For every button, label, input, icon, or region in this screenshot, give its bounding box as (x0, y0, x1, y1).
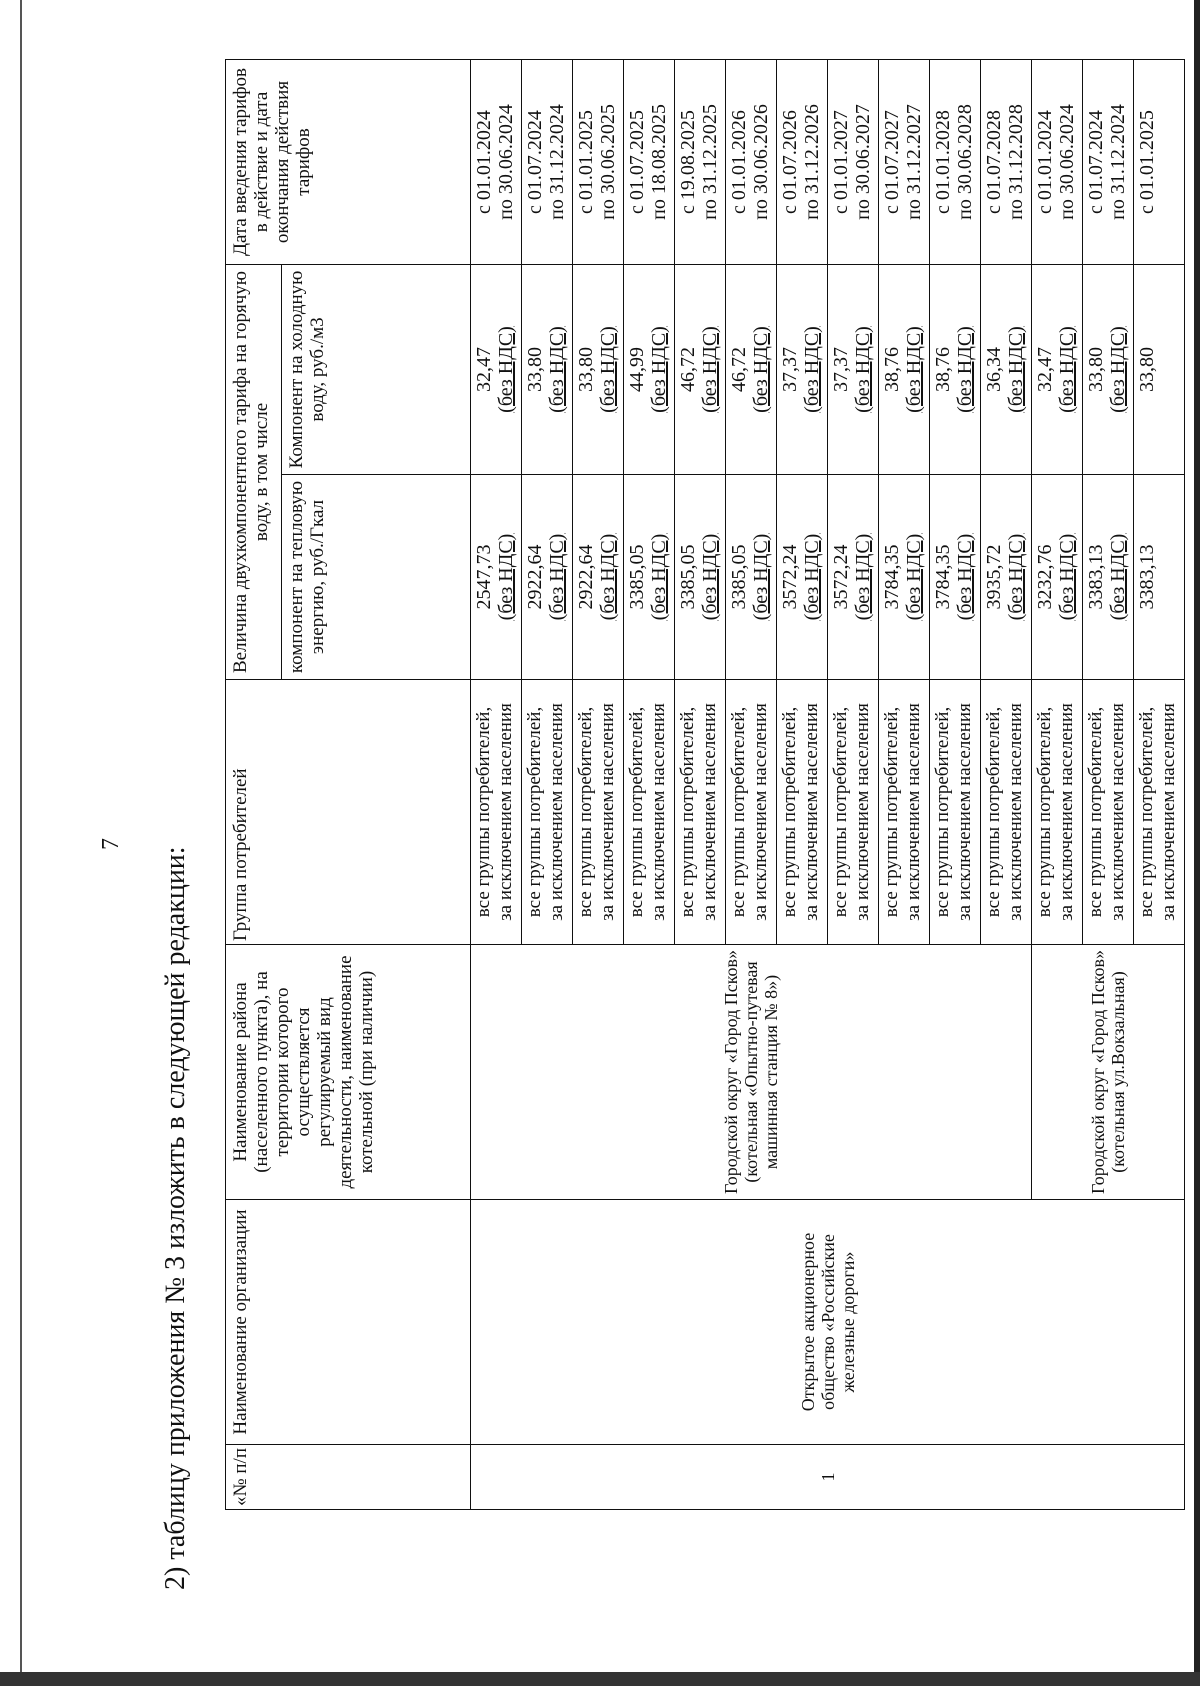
cold-value: 33,80 (524, 347, 546, 392)
group-line-1: все группы потребителей, (932, 706, 953, 918)
cold-cell (981, 265, 1032, 475)
date-from: с 01.07.2024 (524, 110, 546, 214)
scan-edge-left (20, 0, 22, 1686)
heat-cell (726, 475, 777, 680)
date-from: с 01.07.2025 (626, 110, 648, 214)
date-cell (777, 60, 828, 265)
date-to: по 31.12.2028 (1005, 104, 1027, 220)
group-line-2: за исключением населения (597, 703, 618, 921)
cold-vat-note: (без НДС) (750, 326, 772, 413)
group-line-1: все группы потребителей, (677, 706, 698, 918)
date-cell (1083, 60, 1134, 265)
heat-cell (1134, 475, 1185, 680)
cold-vat-note: (без НДС) (1056, 326, 1078, 413)
tariff-table (225, 59, 1185, 1510)
group-line-1: все группы потребителей, (779, 706, 800, 918)
cold-value: 32,47 (473, 347, 495, 392)
group-cell (675, 680, 726, 945)
heat-cell (981, 475, 1032, 680)
cold-vat-note: (без НДС) (1107, 326, 1129, 413)
group-line-2: за исключением населения (801, 703, 822, 921)
cold-vat-note: (без НДС) (699, 326, 721, 413)
group-line-2: за исключением населения (750, 703, 771, 921)
group-line-1: все группы потребителей, (626, 706, 647, 918)
date-to: по 30.06.2024 (1056, 104, 1078, 220)
date-to: по 30.06.2027 (852, 104, 874, 220)
heat-value: 3385,05 (626, 544, 648, 610)
cold-value: 44,99 (626, 347, 648, 392)
cold-value: 33,80 (1085, 347, 1107, 392)
date-to: по 31.12.2025 (699, 104, 721, 220)
heat-vat-note: (без НДС) (1107, 533, 1129, 621)
heat-value: 3383,13 (1136, 544, 1158, 610)
group-cell (573, 680, 624, 945)
group-cell (930, 680, 981, 945)
heat-vat-note: (без НДС) (648, 533, 670, 621)
group-cell (726, 680, 777, 945)
date-from: с 01.01.2024 (473, 110, 495, 214)
header-cold: Компонент на холодную воду, руб./м3 (282, 265, 471, 475)
group-cell (1032, 680, 1083, 945)
cold-vat-note: (без НДС) (495, 326, 517, 413)
group-line-1: все группы потребителей, (1136, 706, 1157, 918)
group-cell (522, 680, 573, 945)
group-cell (828, 680, 879, 945)
heat-vat-note: (без НДС) (903, 533, 925, 621)
date-cell (573, 60, 624, 265)
date-cell (1032, 60, 1083, 265)
date-to: по 31.12.2024 (1107, 104, 1129, 220)
date-from: с 01.07.2027 (881, 110, 903, 214)
date-cell (471, 60, 522, 265)
group-line-2: за исключением населения (852, 703, 873, 921)
heat-cell (828, 475, 879, 680)
cold-value: 36,34 (983, 347, 1005, 392)
cold-value: 33,80 (1136, 347, 1158, 392)
heat-vat-note: (без НДС) (1005, 533, 1027, 621)
header-num: «№ п/п (226, 1445, 471, 1510)
heat-vat-note: (без НДС) (699, 533, 721, 621)
header-heat: компонент на тепловую энергию, руб./Гкал (282, 475, 471, 680)
area-cell-2: Городской округ «Город Псков» (котельная ул.Вокзальная) (1032, 945, 1185, 1200)
heat-value: 2922,64 (575, 544, 597, 610)
cold-value: 46,72 (677, 347, 699, 392)
cold-cell (1083, 265, 1134, 475)
date-to: по 30.06.2026 (750, 104, 772, 220)
group-line-1: все группы потребителей, (728, 706, 749, 918)
heat-vat-note: (без НДС) (954, 533, 976, 621)
cold-cell (726, 265, 777, 475)
scan-edge-bottom (0, 1672, 1200, 1686)
cold-value: 37,37 (830, 347, 852, 392)
heat-vat-note: (без НДС) (495, 533, 517, 621)
org-name: Открытое акционерное общество «Российские железные дороги» (471, 1200, 1185, 1445)
header-org: Наименование организации (226, 1200, 471, 1445)
date-cell (930, 60, 981, 265)
area-cell-1: Городской округ «Город Псков» (котельная «Опытно-путевая машинная станция № 8») (471, 945, 1032, 1200)
cold-cell (777, 265, 828, 475)
cold-value: 37,37 (779, 347, 801, 392)
rotated-page (40, 60, 1179, 1640)
cold-vat-note: (без НДС) (903, 326, 925, 413)
heat-value: 3784,35 (932, 544, 954, 610)
group-cell (981, 680, 1032, 945)
heat-cell (522, 475, 573, 680)
group-line-2: за исключением населения (1107, 703, 1128, 921)
cold-cell (624, 265, 675, 475)
date-cell (624, 60, 675, 265)
date-from: с 01.01.2024 (1034, 110, 1056, 214)
intro-text: 2) таблицу приложения № 3 изложить в следующей редакции: (160, 846, 191, 1590)
cold-cell (879, 265, 930, 475)
heat-cell (777, 475, 828, 680)
heat-value: 3232,76 (1034, 544, 1056, 610)
heat-vat-note: (без НДС) (852, 533, 874, 621)
heat-value: 3572,24 (830, 544, 852, 610)
date-to: по 30.06.2028 (954, 104, 976, 220)
date-to: по 30.06.2024 (495, 104, 517, 220)
heat-value: 3935,72 (983, 544, 1005, 610)
cold-value: 46,72 (728, 347, 750, 392)
group-line-1: все группы потребителей, (881, 706, 902, 918)
group-cell (777, 680, 828, 945)
group-line-2: за исключением населения (954, 703, 975, 921)
date-cell (828, 60, 879, 265)
group-line-1: все группы потребителей, (830, 706, 851, 918)
page-number: 7 (98, 838, 124, 850)
header-tariff: Величина двухкомпонентного тарифа на горячую воду, в том числе (226, 265, 282, 680)
group-line-1: все группы потребителей, (1085, 706, 1106, 918)
heat-cell (624, 475, 675, 680)
heat-value: 2922,64 (524, 544, 546, 610)
heat-value: 3385,05 (677, 544, 699, 610)
cold-vat-note: (без НДС) (801, 326, 823, 413)
cold-vat-note: (без НДС) (597, 326, 619, 413)
cold-value: 38,76 (881, 347, 903, 392)
cold-value: 33,80 (575, 347, 597, 392)
cold-cell (1032, 265, 1083, 475)
group-line-2: за исключением населения (546, 703, 567, 921)
date-cell (726, 60, 777, 265)
date-to: по 18.08.2025 (648, 104, 670, 220)
date-cell (981, 60, 1032, 265)
cold-vat-note: (без НДС) (1005, 326, 1027, 413)
cold-value: 38,76 (932, 347, 954, 392)
heat-vat-note: (без НДС) (597, 533, 619, 621)
group-cell (1083, 680, 1134, 945)
date-from: с 01.07.2026 (779, 110, 801, 214)
date-from: с 01.07.2028 (983, 110, 1005, 214)
heat-cell (1083, 475, 1134, 680)
header-area: Наименование района (населенного пункта), на территории которого осуществляется регулируемый вид деятельности, наименование котельной (при наличии) (226, 945, 471, 1200)
heat-cell (573, 475, 624, 680)
heat-cell (471, 475, 522, 680)
heat-value: 3572,24 (779, 544, 801, 610)
cold-vat-note: (без НДС) (852, 326, 874, 413)
date-from: с 01.01.2026 (728, 110, 750, 214)
scan-edge-right (1194, 0, 1200, 1686)
row-number: 1 (471, 1445, 1185, 1510)
cold-cell (828, 265, 879, 475)
group-cell (471, 680, 522, 945)
date-to: по 31.12.2027 (903, 104, 925, 220)
header-date: Дата введения тарифов в действие и дата окончания действия тарифов (226, 60, 471, 265)
heat-cell (675, 475, 726, 680)
date-to: по 30.06.2025 (597, 104, 619, 220)
group-line-2: за исключением населения (648, 703, 669, 921)
date-cell (1134, 60, 1185, 265)
group-line-2: за исключением населения (903, 703, 924, 921)
cold-cell (675, 265, 726, 475)
heat-cell (879, 475, 930, 680)
date-from: с 19.08.2025 (677, 110, 699, 214)
date-from: с 01.01.2028 (932, 110, 954, 214)
cold-cell (522, 265, 573, 475)
heat-vat-note: (без НДС) (801, 533, 823, 621)
header-group: Группа потребителей (226, 680, 471, 945)
date-to: по 31.12.2024 (546, 104, 568, 220)
date-to: по 31.12.2026 (801, 104, 823, 220)
cold-value: 32,47 (1034, 347, 1056, 392)
group-line-2: за исключением населения (699, 703, 720, 921)
heat-value: 3383,13 (1085, 544, 1107, 610)
date-from: с 01.07.2024 (1085, 110, 1107, 214)
group-line-2: за исключением населения (1005, 703, 1026, 921)
group-line-1: все группы потребителей, (1034, 706, 1055, 918)
table-row (471, 60, 522, 1510)
cold-cell (1134, 265, 1185, 475)
group-line-1: все группы потребителей, (473, 706, 494, 918)
group-cell (879, 680, 930, 945)
date-cell (522, 60, 573, 265)
cold-vat-note: (без НДС) (954, 326, 976, 413)
cold-cell (573, 265, 624, 475)
heat-cell (1032, 475, 1083, 680)
heat-value: 2547,73 (473, 544, 495, 610)
cold-vat-note: (без НДС) (648, 326, 670, 413)
date-from: с 01.01.2025 (1136, 110, 1158, 214)
date-cell (675, 60, 726, 265)
date-cell (879, 60, 930, 265)
cold-cell (471, 265, 522, 475)
heat-value: 3784,35 (881, 544, 903, 610)
group-line-1: все группы потребителей, (983, 706, 1004, 918)
date-from: с 01.01.2027 (830, 110, 852, 214)
group-line-2: за исключением населения (1056, 703, 1077, 921)
group-line-1: все группы потребителей, (524, 706, 545, 918)
cold-vat-note: (без НДС) (546, 326, 568, 413)
heat-value: 3385,05 (728, 544, 750, 610)
heat-cell (930, 475, 981, 680)
date-from: с 01.01.2025 (575, 110, 597, 214)
heat-vat-note: (без НДС) (750, 533, 772, 621)
heat-vat-note: (без НДС) (1056, 533, 1078, 621)
heat-vat-note: (без НДС) (546, 533, 568, 621)
group-line-1: все группы потребителей, (575, 706, 596, 918)
group-line-2: за исключением населения (495, 703, 516, 921)
group-cell (1134, 680, 1185, 945)
group-cell (624, 680, 675, 945)
group-line-2: за исключением населения (1158, 703, 1179, 921)
cold-cell (930, 265, 981, 475)
